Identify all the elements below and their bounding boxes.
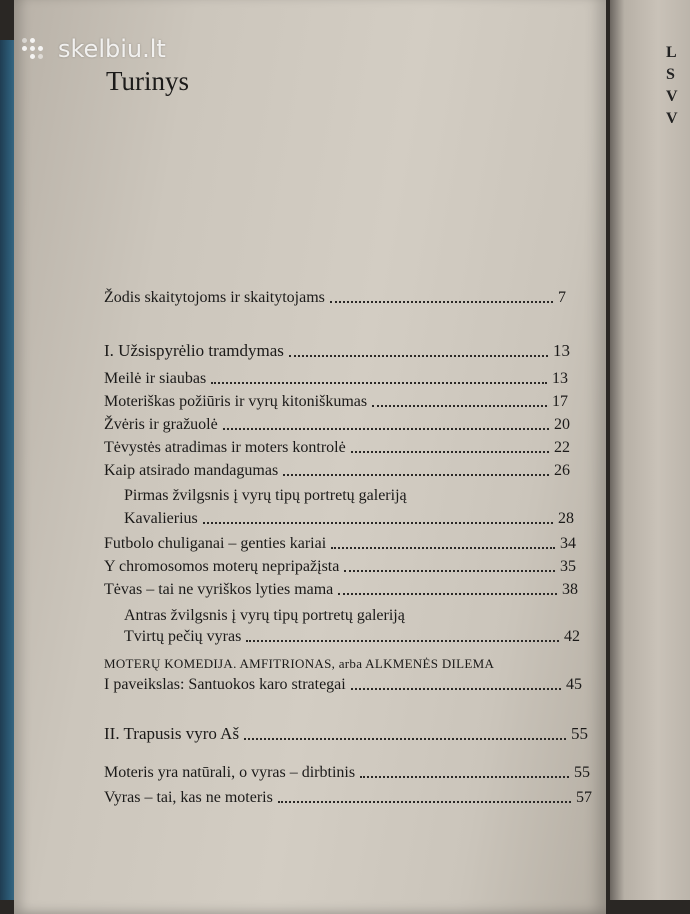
leader-dots: [278, 801, 571, 803]
comedy-heading-part: arba: [338, 656, 363, 671]
watermark-text: skelbiu.lt: [58, 35, 166, 63]
toc-entry-page: 57: [576, 789, 592, 806]
toc-entry-label: Tvirtų pečių vyras: [124, 628, 242, 645]
right-page-letter: V: [666, 110, 678, 127]
toc-entry-label: Moteriškas požiūris ir vyrų kitoniškumas: [104, 393, 368, 410]
leader-dots: [246, 640, 559, 642]
leader-dots: [372, 405, 547, 407]
toc-entry: [124, 628, 580, 646]
toc-entry-label: Kavalierius: [124, 510, 198, 527]
right-page-letter: V: [666, 88, 678, 105]
toc-entry-page: 55: [574, 764, 590, 781]
toc-entry-page: 17: [552, 393, 568, 410]
toc-entry-page: 34: [560, 535, 576, 552]
toc-part-entry: [104, 341, 570, 361]
leader-dots: [289, 355, 548, 357]
toc-entry: [104, 393, 568, 411]
leader-dots: [203, 522, 553, 524]
comedy-heading-part: ALKMENĖS DILEMA: [365, 656, 495, 671]
toc-part-label: II. Trapusis vyro Aš: [104, 724, 240, 743]
toc-entry-label: Vyras – tai, kas ne moteris: [104, 789, 273, 806]
leader-dots: [244, 738, 566, 740]
toc-entry-label: Meilė ir siaubas: [104, 370, 207, 387]
gallery-heading-2: Antras žvilgsnis į vyrų tipų portretų galeriją: [124, 607, 405, 624]
leader-dots: [211, 382, 547, 384]
leader-dots: [338, 593, 557, 595]
toc-entry-label: Kaip atsirado mandagumas: [104, 462, 279, 479]
toc-entry-label: Moteris yra natūrali, o vyras – dirbtinis: [104, 764, 356, 781]
toc-entry-page: 26: [554, 462, 570, 479]
toc-entry-page: 55: [571, 724, 588, 743]
leader-dots: [351, 688, 561, 690]
toc-entry-label: Y chromosomos moterų nepripažįsta: [104, 558, 340, 575]
toc-entry-label: I paveikslas: Santuokos karo strategai: [104, 676, 346, 693]
toc-entry: [104, 462, 570, 480]
toc-entry-page: 13: [552, 370, 568, 387]
toc-entry: [104, 676, 582, 694]
toc-entry-page: 7: [558, 289, 566, 306]
toc-entry: [104, 416, 570, 434]
toc-entry: [124, 510, 574, 528]
toc-entry-page: 35: [560, 558, 576, 575]
toc-part-entry: [104, 724, 588, 744]
toc-entry-label: Žvėris ir gražuolė: [104, 416, 218, 433]
toc-entry-page: 28: [558, 510, 574, 527]
toc-entry-page: 45: [566, 676, 582, 693]
toc-entry-label: Tėvas – tai ne vyriškos lyties mama: [104, 581, 334, 598]
leader-dots: [223, 428, 549, 430]
toc-entry-label: Tėvystės atradimas ir moters kontrolė: [104, 439, 346, 456]
toc-entry: [104, 370, 568, 388]
leader-dots: [351, 451, 549, 453]
toc-entry-label: Futbolo chuliganai – genties kariai: [104, 535, 327, 552]
page-title: Turinys: [106, 66, 190, 96]
toc-entry-page: 13: [553, 341, 570, 360]
toc-entry: [104, 581, 578, 599]
gallery-heading-1: Pirmas žvilgsnis į vyrų tipų portretų galeriją: [124, 487, 407, 504]
right-page-letter: L: [666, 44, 677, 61]
toc-entry-page: 38: [562, 581, 578, 598]
leader-dots: [344, 570, 555, 572]
right-page-letter: S: [666, 66, 675, 83]
toc-entry: [104, 289, 566, 307]
toc-entry-page: 22: [554, 439, 570, 456]
leader-dots: [283, 474, 549, 476]
comedy-heading: [104, 656, 494, 672]
leader-dots: [360, 776, 569, 778]
toc-part-label: I. Užsispyrėlio tramdymas: [104, 341, 284, 360]
toc-entry-label: Žodis skaitytojoms ir skaitytojams: [104, 289, 325, 306]
toc-entry: [104, 535, 576, 553]
toc-entry: [104, 764, 590, 782]
toc-entry: [104, 439, 570, 457]
toc-entry-page: 42: [564, 628, 580, 645]
comedy-heading-part: MOTERŲ KOMEDIJA. AMFITRIONAS,: [104, 656, 336, 671]
toc-entry: [104, 558, 576, 576]
toc-entry-page: 20: [554, 416, 570, 433]
toc-entry: [104, 789, 592, 807]
leader-dots: [330, 301, 553, 303]
leader-dots: [331, 547, 555, 549]
